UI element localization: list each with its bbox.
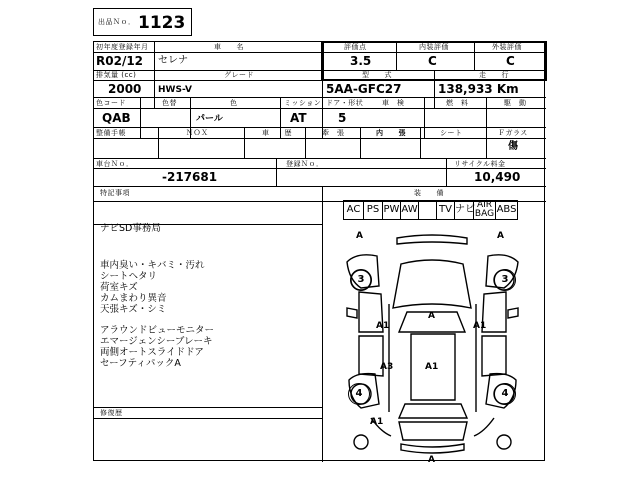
mark-door-fr: A1 (473, 321, 487, 331)
model-label: 型 式 (362, 71, 392, 79)
pull-label: 牽 張 (322, 129, 345, 137)
mark-door-fl: A1 (376, 321, 390, 331)
recycle-label: リサイクル料金 (454, 160, 506, 168)
reg-no-label: 登録Ｎｏ． (286, 160, 324, 168)
equipment-item: AC (343, 200, 364, 220)
chassis-label: 車台Ｎｏ． (96, 160, 134, 168)
history-label: 車 歴 (262, 129, 292, 137)
fuel-label: 燃 料 (446, 99, 469, 107)
nox-label: ＮＯＸ (186, 129, 209, 137)
remark-line: エマージェンシーブレーキ (100, 336, 213, 347)
fglass-value: 傷 (508, 141, 518, 152)
equipment-item: AIR BAG (474, 200, 495, 219)
color-label: 色 (230, 99, 238, 107)
color-code-value: QAB (102, 111, 131, 125)
mark-front-right: A (497, 231, 504, 241)
car-diagram (321, 222, 544, 462)
grade-label: グレード (224, 71, 254, 79)
remark-line: 荷室キズ (100, 282, 138, 293)
mark-fender-right: 3 (494, 269, 516, 291)
doors-label: ドア・形状 (326, 99, 364, 107)
remarks-label: 特記事項 (100, 189, 130, 197)
remark-line: 両側オートスライドドア (100, 347, 204, 358)
color-value: パール (196, 114, 223, 124)
first-reg-value: R02/12 (96, 54, 144, 68)
score-label: 評価点 (344, 43, 367, 51)
car-name-value: セレナ (158, 55, 188, 66)
equipment-row (343, 200, 544, 220)
score-value: 3.5 (350, 54, 372, 68)
mark-quarter-right: 4 (494, 383, 516, 405)
displacement-value: 2000 (108, 82, 142, 96)
lot-number-box (93, 8, 192, 36)
mark-door-rl: A3 (380, 362, 394, 372)
equipment-item: PS (363, 200, 383, 220)
lot-number: 1123 (138, 13, 186, 33)
exterior-value: C (506, 54, 515, 68)
mark-front-left: A (356, 231, 363, 241)
doors-value: 5 (338, 111, 347, 125)
mission-value: AT (290, 111, 307, 125)
equipment-label: 装 備 (414, 189, 444, 197)
interior-value: C (428, 54, 437, 68)
equipment-item: ABS (495, 200, 518, 220)
first-reg-label: 初年度登録年月 (96, 43, 149, 51)
remark-line: アラウンドビューモニター (100, 325, 215, 336)
displacement-label: 排気量 (cc) (96, 71, 137, 79)
grade-value: HWS-V (158, 85, 192, 95)
maintenance-label: 整備手帳 (96, 129, 126, 137)
mark-roof: A1 (425, 362, 439, 372)
repair-history-label: 修復歴 (100, 409, 123, 417)
mileage-value: 138,933 Km (438, 82, 519, 96)
remark-line: 車内臭い・キバミ・汚れ (100, 260, 205, 271)
mark-hood: A (428, 311, 435, 321)
drive-label: 駆 動 (504, 99, 527, 107)
equipment-item (418, 200, 437, 220)
exterior-label: 外装評価 (492, 43, 522, 51)
mark-quarter-left: 4 (348, 383, 370, 405)
lot-number-label: 出品Ｎｏ． (98, 18, 136, 26)
mark-rear-left: A1 (370, 417, 384, 427)
upholstery-label: 内 張 (376, 129, 406, 137)
equipment-item: ナビ (454, 200, 474, 220)
recycle-value: 10,490 (474, 170, 521, 184)
equipment-item: AW (400, 200, 419, 220)
remark-line: カムまわり異音 (100, 293, 167, 304)
remark-line: シートヘタリ (100, 271, 158, 282)
mileage-label: 走 行 (479, 71, 509, 79)
remark-line: ナビSD事務局 (100, 223, 161, 234)
equipment-item: TV (436, 200, 455, 220)
chassis-value: -217681 (162, 170, 218, 184)
fglass-label: Ｆガラス (498, 129, 528, 137)
color-change-label: 色替 (162, 99, 177, 107)
mark-rear: A (428, 455, 435, 465)
interior-label: 内装評価 (419, 43, 449, 51)
mark-fender-left: 3 (350, 269, 372, 291)
mission-label: ミッション (284, 99, 322, 107)
remark-line: 天張キズ・シミ (100, 304, 167, 315)
color-code-label: 色コード (96, 99, 126, 107)
equipment-item: PW (382, 200, 401, 220)
model-value: 5AA-GFC27 (326, 82, 402, 96)
remark-line: セーフティパックA (100, 358, 181, 369)
seat-label: シート (440, 129, 463, 137)
inspection-label: 車 検 (382, 99, 405, 107)
car-name-label: 車 名 (214, 43, 244, 51)
